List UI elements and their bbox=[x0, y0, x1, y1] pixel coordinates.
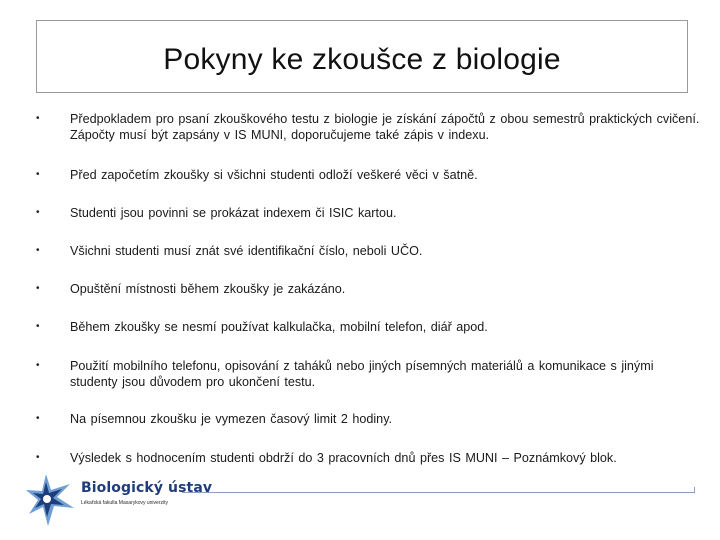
bullet-marker: • bbox=[36, 245, 40, 256]
bullet-marker: • bbox=[36, 207, 40, 218]
bullet-marker: • bbox=[36, 169, 40, 180]
bullet-text: Před započetím zkoušky si všichni studenti odloží veškeré věci v šatně. bbox=[70, 168, 478, 182]
logo-name: Biologický ústav bbox=[81, 480, 213, 496]
bullet-text: Předpokladem pro psaní zkouškového testu z biologie je získání zápočtů z obou semestrů praktických cvičení. Zápočty musí být zapsány v IS MUNI, doporučujeme také zápis v indexu. bbox=[70, 112, 700, 142]
bullet-text: Během zkoušky se nesmí používat kalkulačka, mobilní telefon, diář apod. bbox=[70, 320, 488, 334]
footer-divider-tick bbox=[694, 487, 695, 493]
bullet-item bbox=[36, 319, 700, 335]
bullet-text: Studenti jsou povinni se prokázat indexem či ISIC kartou. bbox=[70, 206, 397, 220]
bullet-text: Na písemnou zkoušku je vymezen časový limit 2 hodiny. bbox=[70, 412, 393, 426]
bullet-item bbox=[36, 205, 700, 221]
bullet-item bbox=[36, 450, 700, 466]
footer-divider bbox=[182, 492, 695, 493]
bullet-text: Všichni studenti musí znát své identifikační číslo, neboli UČO. bbox=[70, 244, 423, 258]
bullet-marker: • bbox=[36, 321, 40, 332]
bullet-marker: • bbox=[36, 452, 40, 463]
bullet-item bbox=[36, 358, 700, 390]
bullet-marker: • bbox=[36, 283, 40, 294]
bullet-marker: • bbox=[36, 113, 40, 124]
bullet-text: Použití mobilního telefonu, opisování z taháků nebo jiných písemných materiálů a komunikace s jinými studenty jsou důvodem pro ukončení testu. bbox=[70, 359, 654, 389]
bullet-item bbox=[36, 411, 700, 427]
slide-title: Pokyny ke zkoušce z biologie bbox=[163, 42, 561, 76]
star-burst-icon bbox=[26, 470, 86, 532]
bullet-item bbox=[36, 243, 700, 259]
bullet-item bbox=[36, 167, 700, 183]
institute-logo bbox=[26, 470, 226, 532]
bullet-marker: • bbox=[36, 360, 40, 371]
bullet-item bbox=[36, 281, 700, 297]
bullet-text: Výsledek s hodnocením studenti obdrží do 3 pracovních dnů přes IS MUNI – Poznámkový blok. bbox=[70, 451, 617, 465]
bullet-text: Opuštění místnosti během zkoušky je zakázáno. bbox=[70, 282, 346, 296]
bullet-marker: • bbox=[36, 413, 40, 424]
logo-subtitle: Lékařská fakulta Masarykovy univerzity bbox=[81, 500, 168, 506]
bullet-item bbox=[36, 111, 700, 143]
